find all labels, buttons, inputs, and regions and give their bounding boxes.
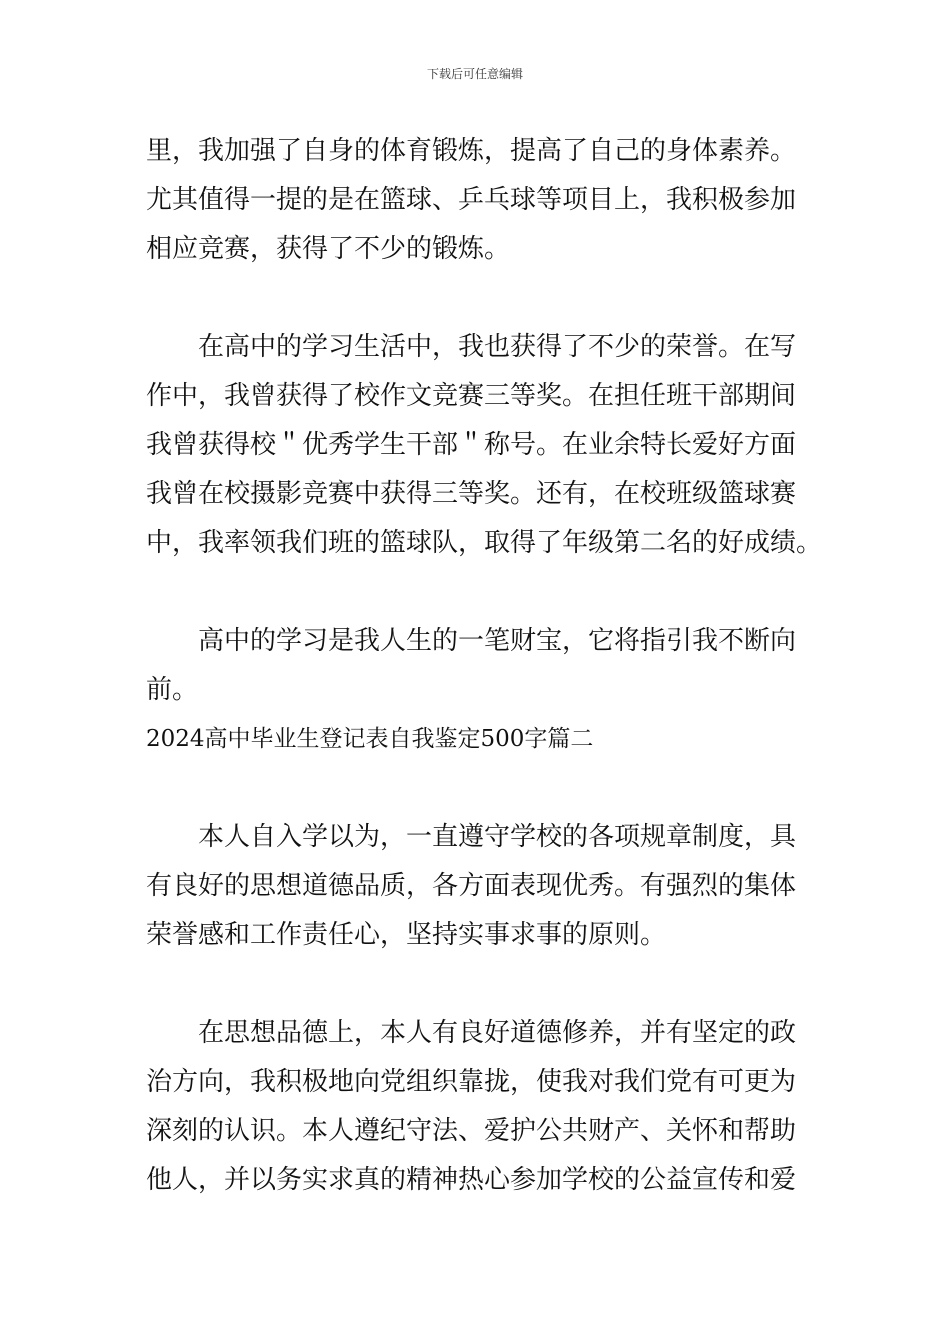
paragraph-line: 在高中的学习生活中，我也获得了不少的荣誉。在写: [198, 332, 797, 362]
paragraph-morality: [146, 1009, 810, 1205]
paragraph-line: 治方向，我积极地向党组织靠拢，使我对我们党有可更为: [146, 1067, 797, 1097]
paragraph-line: 他人，并以务实求真的精神热心参加学校的公益宣传和爱: [146, 1165, 797, 1195]
paragraph-line: 里，我加强了自身的体育锻炼，提高了自己的身体素养。: [146, 136, 797, 166]
paragraph-sports: [146, 127, 810, 274]
paragraph-line: 有良好的思想道德品质，各方面表现优秀。有强烈的集体: [146, 871, 797, 901]
paragraph-line: 中，我率领我们班的篮球队，取得了年级第二名的好成绩。: [146, 528, 823, 558]
paragraph-conclusion: [146, 617, 810, 715]
paragraph-line: 荣誉感和工作责任心，坚持实事求事的原则。: [146, 920, 667, 950]
paragraph-line: 本人自入学以为，一直遵守学校的各项规章制度，具: [198, 822, 797, 852]
paragraph-gap: [146, 274, 810, 323]
paragraph-line: 深刻的认识。本人遵纪守法、爱护公共财产、关怀和帮助: [146, 1116, 797, 1146]
paragraph-line: 尤其值得一提的是在篮球、乒乓球等项目上，我积极参加: [146, 185, 797, 215]
paragraph-line: 前。: [146, 675, 199, 705]
paragraph-line: 相应竞赛，获得了不少的锻炼。: [146, 234, 511, 264]
page-header: 下载后可任意编辑: [426, 67, 523, 81]
paragraph-intro: [146, 813, 810, 960]
paragraph-gap: [146, 764, 810, 813]
paragraph-line: 高中的学习是我人生的一笔财宝，它将指引我不断向: [198, 626, 797, 656]
paragraph-honors: [146, 323, 823, 568]
paragraph-line: 我曾在校摄影竞赛中获得三等奖。还有，在校班级篮球赛: [146, 479, 797, 509]
paragraph-line: 作中，我曾获得了校作文竞赛三等奖。在担任班干部期间: [146, 381, 797, 411]
document-body: [146, 127, 823, 1205]
paragraph-line: 在思想品德上，本人有良好道德修养，并有坚定的政: [198, 1018, 797, 1048]
paragraph-line: 我曾获得校＂优秀学生干部＂称号。在业余特长爱好方面: [146, 430, 797, 460]
paragraph-gap: [146, 960, 810, 1009]
section-title: 2024高中毕业生登记表自我鉴定500字篇二: [146, 726, 594, 752]
paragraph-gap: [146, 568, 810, 617]
